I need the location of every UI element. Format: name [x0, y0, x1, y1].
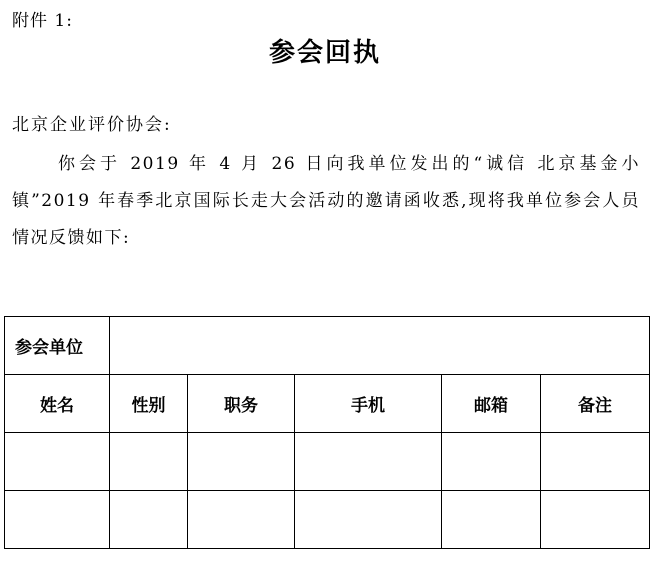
cell-position[interactable] — [188, 491, 295, 549]
reply-form-table — [4, 316, 650, 549]
cell-gender[interactable] — [110, 433, 188, 491]
cell-phone[interactable] — [295, 433, 442, 491]
header-position: 职务 — [188, 375, 295, 433]
header-gender: 性别 — [110, 375, 188, 433]
cell-email[interactable] — [442, 491, 541, 549]
cell-position[interactable] — [188, 433, 295, 491]
unit-value-cell[interactable] — [110, 317, 650, 375]
cell-email[interactable] — [442, 433, 541, 491]
addressee: 北京企业评价协会: — [12, 115, 172, 135]
body-paragraph: 你会于 2019 年 4 月 26 日向我单位发出的“诚信 北京基金小镇”2019 年春季北京国际长走大会活动的邀请函收悉,现将我单位参会人员情况反馈如下: — [12, 154, 640, 248]
unit-row — [5, 317, 650, 375]
table-row — [5, 433, 650, 491]
header-name: 姓名 — [5, 375, 110, 433]
cell-name[interactable] — [5, 433, 110, 491]
attachment-label: 附件 1: — [12, 11, 73, 31]
header-email: 邮箱 — [442, 375, 541, 433]
cell-name[interactable] — [5, 491, 110, 549]
header-remarks: 备注 — [541, 375, 650, 433]
cell-remarks[interactable] — [541, 491, 650, 549]
cell-gender[interactable] — [110, 491, 188, 549]
header-row — [5, 375, 650, 433]
cell-phone[interactable] — [295, 491, 442, 549]
unit-label: 参会单位 — [5, 317, 110, 375]
table-row — [5, 491, 650, 549]
cell-remarks[interactable] — [541, 433, 650, 491]
header-phone: 手机 — [295, 375, 442, 433]
document-title: 参会回执 — [268, 38, 381, 68]
